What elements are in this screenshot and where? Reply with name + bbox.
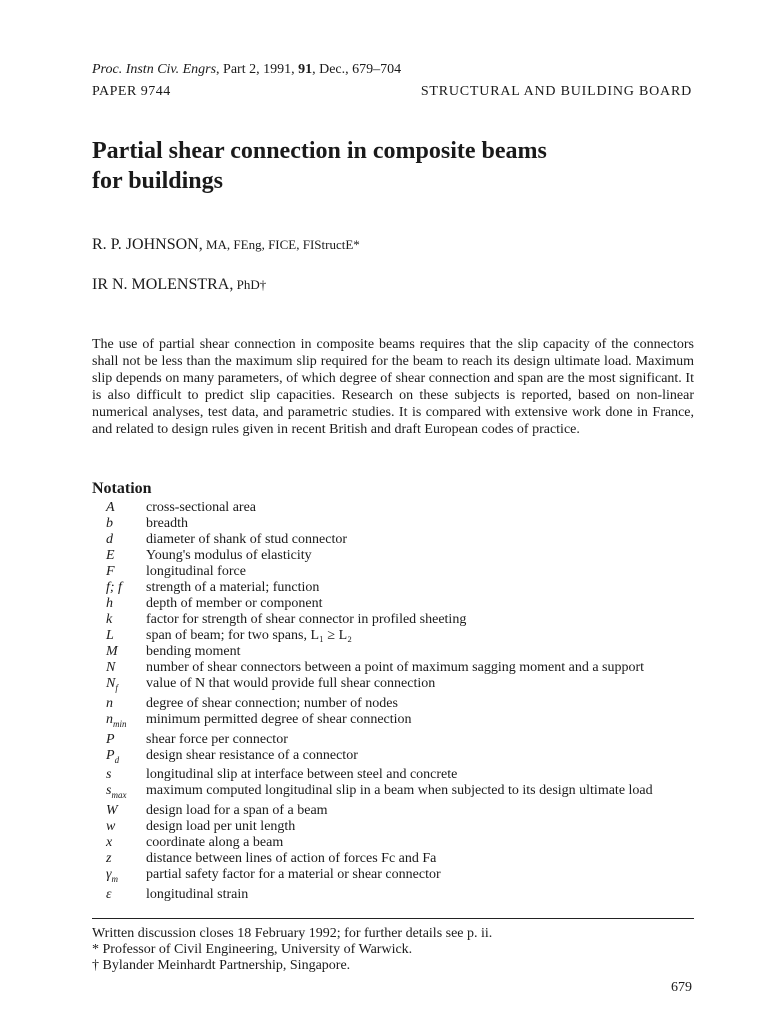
author-1-name: R. P. JOHNSON,: [92, 236, 203, 253]
notation-definition: depth of member or component: [146, 596, 323, 611]
notation-definition: value of N that would provide full shear connection: [146, 676, 436, 691]
notation-definition: number of shear connectors between a point of maximum sagging moment and a support: [146, 660, 645, 675]
title-line-2: for buildings: [92, 168, 223, 194]
author-2: [92, 276, 266, 294]
notation-definition: cross-sectional area: [146, 500, 256, 515]
notation-definition: span of beam; for two spans, L₁ ≥ L₂: [146, 628, 353, 643]
notation-row: [92, 580, 694, 596]
notation-row: [92, 644, 694, 660]
author-1-qualifications: MA, FEng, FICE, FIStructE*: [202, 237, 360, 252]
notation-symbol: x: [106, 835, 113, 851]
notation-row: [92, 887, 694, 903]
notation-symbol: $n_{min}$: [106, 711, 127, 729]
notation-definition: longitudinal strain: [146, 886, 249, 902]
notation-symbol: f; f: [106, 580, 122, 595]
notation-row: [92, 803, 694, 819]
title-line-1: Partial shear connection in composite beams: [92, 138, 547, 164]
author-2-name: IR N. MOLENSTRA,: [92, 276, 234, 293]
author-2-qualifications: PhD†: [233, 277, 267, 292]
notation-symbol: M: [106, 644, 118, 659]
notation-symbol: d: [106, 532, 113, 547]
notation-symbol: ε: [106, 886, 112, 902]
notation-definition: degree of shear connection; number of nodes: [146, 695, 398, 711]
footnote-discussion: Written discussion closes 18 February 1992; for further details see p. ii.: [92, 926, 493, 941]
notation-heading: Notation: [92, 480, 152, 497]
notation-row: [92, 516, 694, 532]
notation-row: [92, 819, 694, 835]
board-name: STRUCTURAL AND BUILDING BOARD: [420, 84, 692, 99]
notation-symbol: s: [106, 767, 112, 783]
notation-definition: breadth: [146, 516, 188, 531]
notation-definition: Young's modulus of elasticity: [146, 548, 312, 563]
notation-symbol: $\gamma_m$: [106, 867, 119, 884]
notation-symbol: P: [106, 731, 115, 747]
notation-row: [92, 732, 694, 748]
notation-row: [92, 676, 694, 696]
notation-symbol: w: [106, 819, 116, 835]
notation-symbol: N: [106, 660, 116, 675]
notation-row: [92, 767, 694, 783]
notation-row: [92, 696, 694, 712]
notation-definition: longitudinal force: [146, 564, 246, 579]
paper-number: PAPER 9744: [92, 84, 171, 99]
notation-definition: bending moment: [146, 644, 241, 659]
footnote-author-2: † Bylander Meinhardt Partnership, Singapore.: [92, 958, 351, 973]
notation-row: [92, 660, 694, 676]
citation-part: , Part 2, 1991,: [216, 62, 299, 77]
notation-definition: design load for a span of a beam: [146, 803, 328, 819]
notation-symbol: b: [106, 516, 113, 531]
notation-definition: diameter of shank of stud connector: [146, 532, 347, 547]
notation-definition: factor for strength of shear connector in profiled sheeting: [146, 612, 467, 627]
notation-row: [92, 712, 694, 732]
notation-row: [92, 548, 694, 564]
notation-symbol: L: [106, 628, 114, 643]
notation-list: [92, 500, 694, 903]
notation-symbol: E: [106, 548, 115, 563]
notation-definition: partial safety factor for a material or shear connector: [146, 867, 441, 883]
notation-symbol: $s_{max}$: [106, 783, 127, 801]
notation-row: [92, 596, 694, 612]
notation-definition: minimum permitted degree of shear connection: [146, 711, 412, 727]
journal-name: Proc. Instn Civ. Engrs: [92, 62, 217, 77]
notation-row: [92, 532, 694, 548]
notation-symbol: A: [106, 500, 115, 515]
footnote-author-1: * Professor of Civil Engineering, University of Warwick.: [92, 942, 413, 957]
citation-line: [92, 62, 401, 78]
notation-symbol: $P_d$: [106, 747, 120, 765]
notation-definition: coordinate along a beam: [146, 835, 284, 851]
abstract: The use of partial shear connection in composite beams requires that the slip capacity of the connectors shall not be less than the maximum slip required for the beam to reach its design ultimate load. Maximum slip depends on many parameters, of which degree of shear connection and span are the most significant. It is also difficult to predict slip capacities. Research on these subjects is reported, based on non-linear numerical analyses, test data, and parametric studies. It is compared with extensive work done in France, and related to design rules given in recent British and draft European codes of practice.: [92, 337, 694, 437]
notation-row: [92, 867, 694, 887]
notation-row: [92, 783, 694, 803]
footnote-rule: [92, 918, 694, 919]
notation-symbol: $N_f$: [106, 676, 118, 693]
notation-definition: longitudinal slip at interface between steel and concrete: [146, 767, 458, 783]
notation-row: [92, 835, 694, 851]
notation-row: [92, 748, 694, 768]
notation-row: [92, 564, 694, 580]
notation-symbol: h: [106, 596, 113, 611]
notation-definition: distance between lines of action of forces Fc and Fa: [146, 851, 437, 867]
notation-symbol: W: [106, 803, 118, 819]
notation-definition: design shear resistance of a connector: [146, 747, 358, 763]
page-number: 679: [671, 980, 692, 995]
notation-row: [92, 628, 694, 644]
citation-issue: , Dec., 679–704: [312, 62, 402, 77]
notation-row: [92, 851, 694, 867]
notation-definition: design load per unit length: [146, 819, 296, 835]
notation-symbol: z: [106, 851, 112, 867]
notation-definition: strength of a material; function: [146, 580, 320, 595]
notation-row: [92, 500, 694, 516]
notation-definition: maximum computed longitudinal slip in a beam when subjected to its design ultimate load: [146, 783, 653, 799]
paper-title: [92, 136, 692, 196]
volume-number: 91: [298, 62, 313, 77]
notation-symbol: k: [106, 612, 113, 627]
notation-definition: shear force per connector: [146, 731, 288, 747]
author-1: [92, 236, 360, 254]
notation-symbol: F: [106, 564, 115, 579]
notation-row: [92, 612, 694, 628]
notation-symbol: n: [106, 695, 113, 711]
